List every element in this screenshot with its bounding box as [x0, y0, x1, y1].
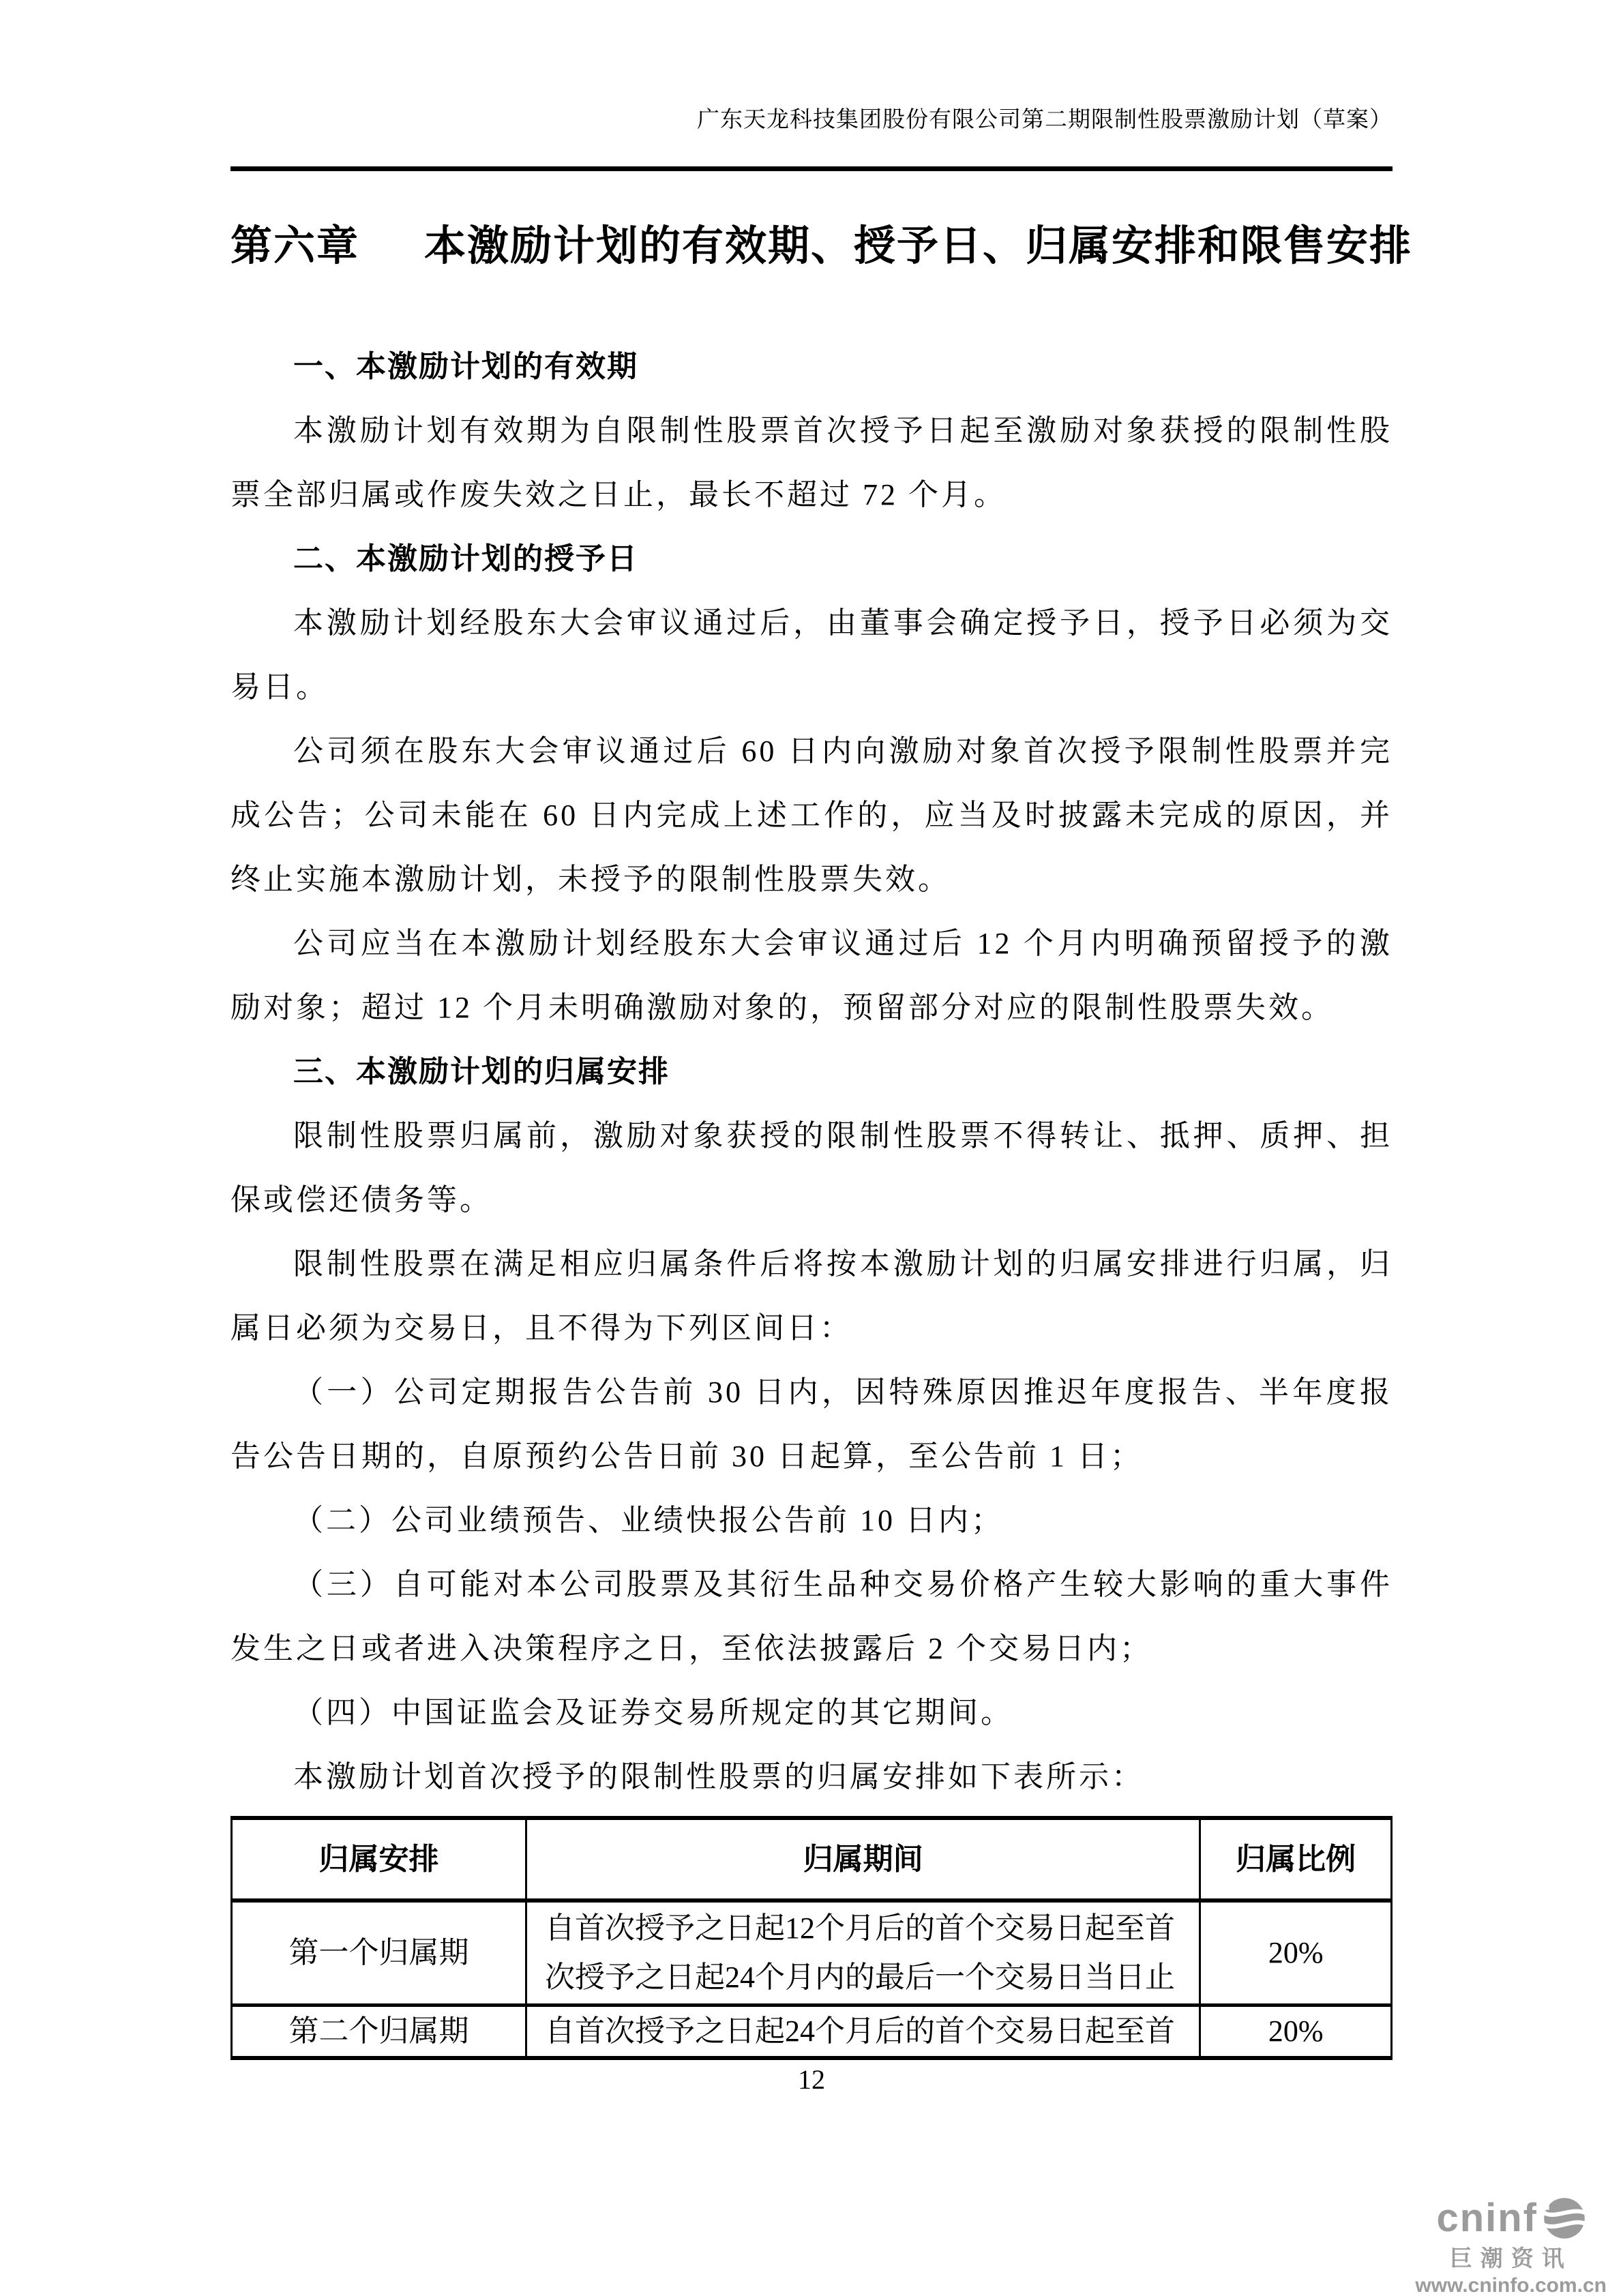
cninfo-logo-url: www.cninfo.com.cn	[1415, 2274, 1607, 2296]
vesting-period-cell: 第一个归属期	[232, 1900, 526, 2006]
page-number: 12	[798, 2064, 825, 2095]
cninfo-logo	[1415, 2197, 1607, 2296]
vesting-schedule-table	[230, 1816, 1393, 2060]
header-divider	[230, 166, 1393, 171]
section-3-paragraph: 限制性股票在满足相应归属条件后将按本激励计划的归属安排进行归属，归属日必须为交易日，且不得为下列区间日：	[230, 1247, 1393, 1345]
section-2-paragraph: 本激励计划经股东大会审议通过后，由董事会确定授予日，授予日必须为交易日。	[230, 606, 1393, 704]
section-3-list-item: （四）中国证监会及证券交易所规定的其它期间。	[293, 1696, 1013, 1729]
cninfo-logo-row	[1436, 2197, 1585, 2239]
vesting-ratio-cell: 20%	[1200, 2006, 1392, 2059]
cninfo-logo-subtitle: 巨潮资讯	[1449, 2246, 1573, 2271]
table-row	[232, 1900, 1392, 2006]
table-header-cell: 归属比例	[1200, 1818, 1392, 1900]
section-2-paragraph: 公司应当在本激励计划经股东大会审议通过后 12 个月内明确预留授予的激励对象；超过 12 个月未明确激励对象的，预留部分对应的限制性股票失效。	[230, 927, 1393, 1024]
table-header-cell: 归属安排	[232, 1818, 526, 1900]
page-header	[0, 0, 1623, 171]
section-3-list-item: （二）公司业绩预告、业绩快报公告前 10 日内；	[293, 1504, 1004, 1537]
section-3-heading: 三、本激励计划的归属安排	[293, 1055, 670, 1088]
vesting-window-cell: 自首次授予之日起24个月后的首个交易日起至首	[526, 2006, 1200, 2059]
section-3-paragraph: 限制性股票归属前，激励对象获授的限制性股票不得转让、抵押、质押、担保或偿还债务等。	[230, 1119, 1393, 1217]
table-header-cell: 归属期间	[526, 1818, 1200, 1900]
section-3-list-item: （三）自可能对本公司股票及其衍生品种交易价格产生较大影响的重大事件发生之日或者进入决策程序之日，至依法披露后 2 个交易日内；	[230, 1568, 1393, 1665]
section-2-paragraph: 公司须在股东大会审议通过后 60 日内向激励对象首次授予限制性股票并完成公告；公司未能在 60 日内完成上述工作的，应当及时披露未完成的原因，并终止实施本激励计划，未授予的限制性股票失效。	[230, 734, 1393, 896]
chapter-heading: 本激励计划的有效期、授予日、归属安排和限售安排	[424, 224, 1413, 269]
section-1-heading: 一、本激励计划的有效期	[293, 350, 638, 383]
document-body	[230, 335, 1393, 2060]
vesting-ratio-cell: 20%	[1200, 1900, 1392, 2006]
cninfo-swirl-icon	[1543, 2197, 1585, 2239]
section-1-paragraph: 本激励计划有效期为自限制性股票首次授予日起至激励对象获授的限制性股票全部归属或作废失效之日止，最长不超过 72 个月。	[230, 414, 1393, 511]
vesting-window-cell: 自首次授予之日起12个月后的首个交易日起至首次授予之日起24个月内的最后一个交易日当日止	[526, 1900, 1200, 2006]
table-lead-in: 本激励计划首次授予的限制性股票的归属安排如下表所示：	[293, 1760, 1144, 1793]
table-row	[232, 2006, 1392, 2059]
table-header-row	[232, 1818, 1392, 1900]
section-2-heading: 二、本激励计划的授予日	[293, 542, 638, 576]
header-title: 广东天龙科技集团股份有限公司第二期限制性股票激励计划（草案）	[697, 108, 1393, 132]
vesting-period-cell: 第二个归属期	[232, 2006, 526, 2059]
section-3-list-item: （一）公司定期报告公告前 30 日内，因特殊原因推迟年度报告、半年度报告公告日期的，自原预约公告日前 30 日起算，至公告前 1 日；	[230, 1375, 1393, 1473]
chapter-number: 第六章	[230, 224, 360, 269]
cninfo-logo-text: cninf	[1436, 2196, 1538, 2240]
chapter-title	[230, 216, 1413, 278]
